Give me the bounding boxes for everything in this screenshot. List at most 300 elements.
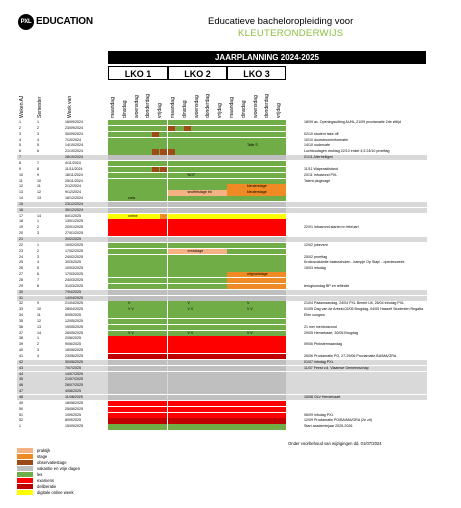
- planning-row: [17, 377, 427, 382]
- week-date-cell: 6/01/2025: [65, 213, 81, 218]
- semester-cell: 2: [37, 125, 39, 130]
- legend-swatch: [17, 448, 33, 453]
- lko-3-week-block: [227, 372, 286, 377]
- row-note: Talent pluginage: [304, 178, 331, 183]
- row-note: 10/10 doorstroominformatie: [304, 137, 348, 142]
- lko-2-week-block: [168, 389, 227, 394]
- semester-header: Semester: [37, 96, 43, 118]
- lko-1-week-block: [108, 173, 167, 178]
- lko-1-week-block: [108, 331, 167, 336]
- semester-cell: [37, 401, 47, 406]
- day-header-donderdag: donderdag: [145, 94, 152, 118]
- pxl-education-logo: [18, 14, 104, 30]
- row-note: 14/10 oudercafé: [304, 143, 330, 148]
- row-note: [304, 196, 444, 201]
- week-date-cell: 30/06/2025: [65, 359, 83, 364]
- lko-2-week-block: [168, 202, 227, 207]
- lko-1-week-block: [108, 307, 167, 312]
- row-note: 15/08 OLV Hemelvaart: [304, 394, 341, 399]
- lko-1-week-block: [108, 237, 167, 242]
- week-date-cell: 14/07/2025: [65, 371, 83, 376]
- lko-1-week-block: [108, 272, 167, 277]
- semester-cell: 5: [37, 266, 39, 271]
- week-date-cell: 21/10/2024: [65, 149, 83, 154]
- planning-row: [17, 342, 427, 347]
- week-aj-cell: 35: [19, 318, 23, 323]
- legend-swatch: [17, 460, 33, 465]
- row-note: [304, 278, 444, 283]
- lko-3-week-block: [227, 354, 286, 359]
- week-aj-cell: 24: [19, 254, 23, 259]
- planning-row: [17, 255, 427, 260]
- lko-2-week-block: [168, 424, 227, 429]
- semester-cell: 1: [37, 242, 39, 247]
- row-note: Start academiejaar 2025-2026: [304, 424, 353, 429]
- planning-row: [17, 331, 427, 336]
- lko-1-week-block: [108, 138, 167, 143]
- week-aj-cell: 43: [19, 365, 23, 370]
- lko-2-week-block: [168, 336, 227, 341]
- week-aj-cell: 44: [19, 371, 23, 376]
- semester-cell: [37, 413, 47, 418]
- week-date-cell: 31/03/2025: [65, 283, 83, 288]
- lko-2-week-block: [168, 167, 227, 172]
- legend-label: stage: [37, 454, 48, 459]
- week-aj-cell: 47: [19, 389, 23, 394]
- semester-cell: [37, 296, 47, 301]
- row-note: [304, 126, 444, 131]
- lko-3-week-block: [227, 231, 286, 236]
- day-header-woensdag: woensdag: [133, 95, 140, 118]
- lko-2-week-block: [168, 155, 227, 160]
- cell-label: V V: [187, 330, 194, 335]
- planning-row: [17, 225, 427, 230]
- semester-cell: 2: [37, 225, 39, 230]
- planning-row: [17, 366, 427, 371]
- semester-cell: [37, 424, 47, 429]
- lko-3-week-block: [227, 301, 286, 306]
- week-date-cell: 27/01/2025: [65, 231, 83, 236]
- title-line-1: Educatieve bacheloropleiding voor: [208, 16, 354, 27]
- legend-swatch: [17, 490, 33, 495]
- semester-cell: [37, 155, 47, 160]
- planning-row: [17, 149, 427, 154]
- day-mark: [168, 126, 175, 131]
- semester-cell: 11: [37, 184, 41, 189]
- week-date-cell: 4/11/2024: [65, 160, 81, 165]
- lko-1-week-block: [108, 143, 167, 148]
- semester-cell: 13: [37, 324, 41, 329]
- week-aj-cell: 11: [19, 178, 23, 183]
- planning-row: [17, 173, 427, 178]
- week-date-cell: 17/03/2025: [65, 272, 83, 277]
- week-aj-cell: 19: [19, 225, 23, 230]
- row-note: [304, 202, 444, 207]
- lko-1-week-block: [108, 278, 167, 283]
- semester-cell: 8: [37, 283, 39, 288]
- planning-row: [17, 155, 427, 160]
- week-date-cell: 14/04/2025: [65, 295, 83, 300]
- lko-2-week-block: [168, 184, 227, 189]
- legend-swatch: [17, 478, 33, 483]
- week-aj-cell: 5: [19, 143, 21, 148]
- lko-2-week-block: [168, 120, 227, 125]
- legend-label: praktijk: [37, 448, 51, 453]
- lko-1-week-block: [108, 296, 167, 301]
- day-header-maandag: maandag: [229, 97, 235, 118]
- planning-row: [17, 336, 427, 341]
- lko-3-week-block: [227, 161, 286, 166]
- week-aj-cell: 48: [19, 394, 23, 399]
- week-date-cell: 18/11/2024: [65, 172, 83, 177]
- cell-label: V V: [128, 330, 134, 335]
- week-date-cell: 11/08/2025: [65, 394, 83, 399]
- week-aj-cell: 33: [19, 307, 23, 312]
- planning-banner: JAARPLANNING 2024-2025: [108, 51, 426, 64]
- semester-cell: 4: [37, 260, 39, 265]
- row-note: 11/11 Wapenstilstand: [304, 166, 338, 171]
- week-date-cell: 20/01/2025: [65, 225, 83, 230]
- lko-3-week-block: [227, 243, 286, 248]
- planning-row: [17, 325, 427, 330]
- day-header-vrijdag: vrijdag: [276, 103, 283, 118]
- lko-3-week-block: [227, 331, 286, 336]
- lko-3-week-block: [227, 126, 286, 131]
- week-date-cell: 19/05/2025: [65, 324, 83, 329]
- semester-cell: 6: [37, 149, 39, 154]
- lko-3-week-block: [227, 155, 286, 160]
- week-date-cell: 7/04/2025: [65, 289, 81, 294]
- lko-3-week-block: [227, 284, 286, 289]
- week-date-cell: 8/09/2025: [65, 418, 81, 423]
- lko-1-week-block: [108, 389, 167, 394]
- lko-2-week-block: [168, 290, 227, 295]
- day-header-donderdag: donderdag: [205, 94, 212, 118]
- lko-2-week-block: [168, 260, 227, 265]
- lko-3-week-block: [227, 342, 286, 347]
- lko-3-week-block: [227, 208, 286, 213]
- row-note: [304, 237, 444, 242]
- day-header-donderdag: donderdag: [264, 94, 271, 118]
- row-note: 20/11 Infoavond PXL: [304, 172, 338, 177]
- lko-2-week-block: [168, 307, 227, 312]
- row-note: 15/03 infodag: [304, 266, 326, 271]
- semester-cell: [37, 237, 47, 242]
- lko-3-week-block: [227, 336, 286, 341]
- lko-1-week-block: [108, 219, 167, 224]
- column-headers: [17, 80, 427, 120]
- lko-1-week-block: [108, 208, 167, 213]
- week-date-cell: 16/12/2024: [65, 196, 83, 201]
- week-aj-cell: 1: [19, 120, 21, 124]
- planning-row: [17, 278, 427, 283]
- week-date-cell: 1/09/2025: [65, 412, 81, 417]
- week-aj-cell: 15: [19, 201, 23, 206]
- planning-row: [17, 249, 427, 254]
- semester-cell: [37, 372, 47, 377]
- lko-3-week-block: [227, 260, 286, 265]
- planning-row: [17, 243, 427, 248]
- legend-swatch: [17, 472, 33, 477]
- lko-3-week-block: [227, 325, 286, 330]
- lko-3-week-block: [227, 407, 286, 412]
- semester-cell: [37, 366, 47, 371]
- week-aj-cell: 45: [19, 377, 23, 382]
- lko-1-week-block: [108, 249, 167, 254]
- planning-row: [17, 184, 427, 189]
- lko-3-week-block: [227, 395, 286, 400]
- lko-1-week-block: [108, 284, 167, 289]
- lko-1-week-block: [108, 401, 167, 406]
- legend-swatch: [17, 484, 33, 489]
- lko-1-week-block: [108, 120, 167, 125]
- cell-label: online: [128, 213, 138, 218]
- week-aj-cell: 10: [19, 172, 23, 177]
- row-note: Luchtoudagen druktag 22/10 enkel 4,5 24/10 proeftag: [304, 149, 390, 154]
- day-mark: [184, 126, 191, 131]
- cell-label: snuffelstage int: [187, 190, 212, 195]
- week-date-cell: 23/09/2024: [65, 125, 83, 130]
- planning-row: [17, 348, 427, 353]
- lko-2-week-block: [168, 319, 227, 324]
- week-aj-cell: 38: [19, 336, 23, 341]
- row-note: [304, 208, 444, 213]
- lko-2-week-block: [168, 179, 227, 184]
- row-note: [304, 319, 444, 324]
- week-aj-cell: 42: [19, 359, 23, 364]
- week-aj-cell: 51: [19, 412, 23, 417]
- lko-2-week-block: [168, 313, 227, 318]
- cell-label: NOT: [187, 172, 196, 177]
- row-note: [304, 214, 444, 219]
- lko-2-week-block: [168, 342, 227, 347]
- semester-cell: 5: [37, 143, 39, 148]
- week-date-cell: 28/10/2024: [65, 155, 83, 160]
- week-date-cell: 17/02/2025: [65, 248, 83, 253]
- lko-3-week-block: [227, 383, 286, 388]
- planning-row: [17, 296, 427, 301]
- row-note: 09/06 Pinkstermaandag: [304, 342, 342, 347]
- week-aj-cell: 16: [19, 207, 23, 212]
- row-note: 06/09 infodag PXL: [304, 412, 334, 417]
- day-mark: [152, 167, 159, 172]
- lko-1-week-block: [108, 196, 167, 201]
- week-date-cell: 30/12/2024: [65, 207, 83, 212]
- lko-1-week-block: [108, 184, 167, 189]
- lko-3-week-block: [227, 219, 286, 224]
- cell-label: V: [247, 301, 250, 306]
- row-note: [304, 231, 444, 236]
- lko-3-week-block: [227, 167, 286, 172]
- day-mark: [160, 167, 167, 172]
- planning-row: [17, 272, 427, 277]
- week-aj-cell: 14: [19, 196, 23, 201]
- semester-cell: 3: [37, 131, 39, 136]
- lko-2-week-block: [168, 418, 227, 423]
- lko-1-week-block: [108, 354, 167, 359]
- day-header-vrijdag: vrijdag: [217, 103, 224, 118]
- row-note: 22/01 infoavond starten in februari: [304, 225, 359, 230]
- lko-3-week-block: [227, 290, 286, 295]
- lko-1-week-block: [108, 231, 167, 236]
- lko-1-header: LKO 1: [108, 66, 168, 80]
- lko-3-week-block: [227, 313, 286, 318]
- lko-2-week-block: [168, 284, 227, 289]
- semester-cell: [37, 383, 47, 388]
- lko-2-week-block: [168, 272, 227, 277]
- lko-3-week-block: [227, 418, 286, 423]
- semester-cell: 2: [37, 342, 39, 347]
- week-aj-cell: 37: [19, 330, 23, 335]
- week-date-cell: 23/12/2024: [65, 201, 83, 206]
- lko-2-week-block: [168, 237, 227, 242]
- lko-1-week-block: [108, 126, 167, 131]
- lko-1-week-block: [108, 395, 167, 400]
- week-aj-cell: 27: [19, 272, 23, 277]
- week-aj-cell: 23: [19, 248, 23, 253]
- semester-cell: 3: [37, 254, 39, 259]
- pxl-logo-mark: PXL: [18, 14, 34, 30]
- row-note: 01/05 Dag van de Arbeid,02/05 Brugdag, 04/05 Hasselt Studenten Regatta: [304, 307, 424, 312]
- week-date-cell: 28/04/2025: [65, 307, 83, 312]
- lko-3-week-block: [227, 296, 286, 301]
- week-aj-cell: 13: [19, 190, 23, 195]
- lko-3-week-block: [227, 413, 286, 418]
- week-date-cell: 7/10/2024: [65, 137, 81, 142]
- lko-3-week-block: [227, 138, 286, 143]
- row-note: [304, 190, 444, 195]
- semester-cell: 3: [37, 231, 39, 236]
- lko-3-week-block: [227, 424, 286, 429]
- planning-row: [17, 143, 427, 148]
- week-date-cell: 21/07/2025: [65, 377, 83, 382]
- lko-2-week-block: [168, 243, 227, 248]
- lko-2-week-block: [168, 331, 227, 336]
- day-mark: [152, 132, 159, 137]
- lko-2-week-block: [168, 395, 227, 400]
- lko-3-week-block: [227, 179, 286, 184]
- week-aj-cell: 25: [19, 260, 23, 265]
- lko-3-week-block: [227, 377, 286, 382]
- week-aj-cell: 18: [19, 219, 23, 224]
- legend-label: vakantie en vrije dagen: [37, 466, 81, 471]
- week-aj-cell: 41: [19, 354, 23, 358]
- logo-wordmark: EDUCATION: [36, 16, 93, 27]
- row-note: [304, 336, 444, 341]
- row-note: [304, 184, 444, 189]
- week-date-cell: 24/03/2025: [65, 277, 83, 282]
- week-aj-cell: 30: [19, 289, 23, 294]
- lko-2-week-block: [168, 348, 227, 353]
- day-mark: [152, 149, 159, 154]
- week-aj-cell: 34: [19, 313, 23, 318]
- week-date-cell: 25/08/2025: [65, 406, 83, 411]
- semester-cell: 7: [37, 160, 39, 165]
- week-aj-cell: 17: [19, 213, 23, 218]
- semester-cell: 10: [37, 307, 41, 312]
- lko-2-week-block: [168, 132, 227, 137]
- title-line-2: KLEUTERONDERWIJS: [238, 28, 344, 39]
- lko-3-week-block: [227, 348, 286, 353]
- semester-cell: [37, 407, 47, 412]
- lko-2-week-block: [168, 401, 227, 406]
- planning-row: [17, 407, 427, 412]
- week-aj-cell: 39: [19, 342, 23, 347]
- week-date-cell: 30/09/2024: [65, 131, 83, 136]
- lko-1-week-block: [108, 372, 167, 377]
- week-date-cell: 2/06/2025: [65, 336, 81, 341]
- row-note: [304, 401, 444, 406]
- semester-cell: 8: [37, 166, 39, 171]
- lko-1-week-block: [108, 179, 167, 184]
- semester-cell: 1: [37, 336, 39, 341]
- planning-row: [17, 354, 427, 359]
- footnote: Onder voorbehoud van wijzigingen dd. 01/07/2024: [288, 441, 382, 446]
- week-aj-cell: 2: [19, 125, 21, 130]
- row-note: 01/07 infodag PXL: [304, 359, 334, 364]
- semester-cell: 12: [37, 190, 41, 195]
- week-date-cell: 26/05/2025: [65, 330, 83, 335]
- lko-2-week-block: [168, 266, 227, 271]
- planning-row: [17, 219, 427, 224]
- day-mark: [168, 149, 175, 154]
- legend-swatch: [17, 466, 33, 471]
- cell-label: Talie S: [247, 143, 258, 148]
- day-header-woensdag: woensdag: [252, 95, 259, 118]
- lko-3-week-block: [227, 196, 286, 201]
- semester-cell: 7: [37, 277, 39, 282]
- lko-2-week-block: [168, 161, 227, 166]
- planning-row: [17, 237, 427, 242]
- semester-cell: 10: [37, 178, 41, 183]
- planning-row: [17, 395, 427, 400]
- cell-label: V: [187, 301, 190, 306]
- semester-cell: [37, 202, 47, 207]
- week-date-cell: 3/03/2025: [65, 260, 81, 265]
- lko-1-week-block: [108, 413, 167, 418]
- lko-2-week-block: [168, 219, 227, 224]
- day-header-vrijdag: vrijdag: [157, 103, 164, 118]
- semester-cell: [37, 377, 47, 382]
- lko-2-week-block: [168, 413, 227, 418]
- legend-label: examens: [37, 478, 54, 483]
- lko-1-week-block: [108, 407, 167, 412]
- week-date-cell: 14/10/2024: [65, 143, 83, 148]
- lko-2-week-block: [168, 173, 227, 178]
- row-note: [304, 377, 444, 382]
- week-aj-cell: 31: [19, 295, 23, 300]
- lko-3-week-block: [227, 249, 286, 254]
- week-aj-cell: 3: [19, 131, 21, 136]
- lko-1-week-block: [108, 290, 167, 295]
- planning-row: [17, 389, 427, 394]
- row-note: [304, 407, 444, 412]
- lko-1-week-block: [108, 342, 167, 347]
- lko-1-week-block: [108, 313, 167, 318]
- planning-row: [17, 138, 427, 143]
- day-mark: [160, 149, 167, 154]
- planning-row: [17, 196, 427, 201]
- lko-3-week-block: [227, 173, 286, 178]
- week-date-cell: 28/07/2025: [65, 383, 83, 388]
- week-date-cell: 5/05/2025: [65, 313, 81, 318]
- lko-2-week-block: [168, 126, 227, 131]
- lko-2-week-block: [168, 143, 227, 148]
- week-aj-cell: 36: [19, 324, 23, 329]
- lko-3-week-block: [227, 202, 286, 207]
- week-date-cell: 2/12/2024: [65, 184, 81, 189]
- week-aj-cell: 49: [19, 400, 23, 405]
